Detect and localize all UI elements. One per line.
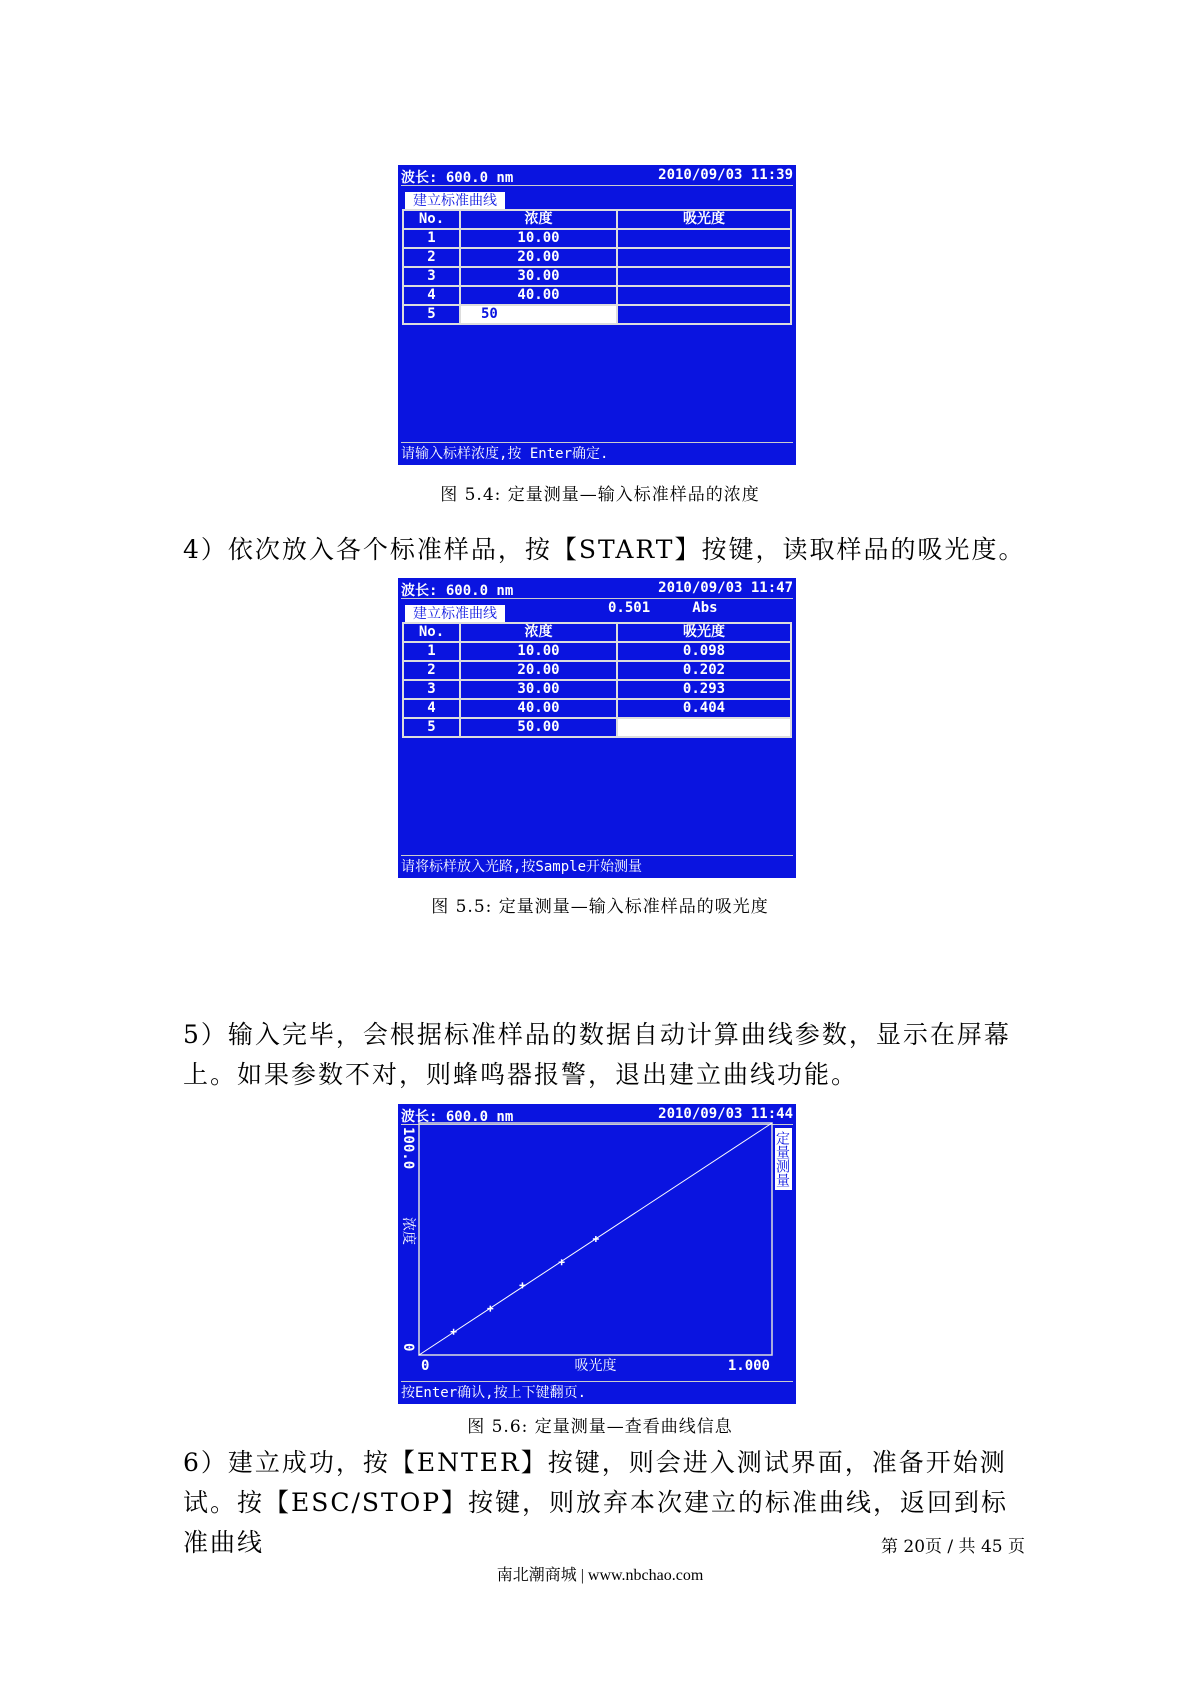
col-conc: 浓度	[460, 210, 617, 229]
col-no: No.	[403, 623, 460, 642]
cell: 30.00	[460, 267, 617, 286]
data-point	[519, 1282, 525, 1288]
wavelength: 波长: 600.0 nm	[401, 170, 514, 186]
screen-absorbance-input	[398, 578, 796, 878]
cell: 5	[403, 305, 460, 324]
datetime: 2010/09/03 11:44	[658, 1106, 793, 1122]
tab-build-curve[interactable]: 建立标准曲线	[405, 605, 505, 623]
y-tick-label: 100.0	[400, 1127, 416, 1170]
caption: 图 5.4: 定量测量—输入标准样品的浓度	[440, 485, 760, 505]
cell: 0.098	[617, 642, 791, 661]
cell: 1	[403, 642, 460, 661]
col-conc: 浓度	[460, 623, 617, 642]
cell: 1	[403, 229, 460, 248]
cell	[617, 267, 791, 286]
table-row	[403, 229, 791, 248]
table-row	[403, 718, 791, 737]
screen-concentration-input	[398, 165, 796, 465]
wavelength: 波长: 600.0 nm	[401, 1109, 514, 1125]
cell: 10.00	[460, 229, 617, 248]
caption: 图 5.5: 定量测量—输入标准样品的吸光度	[431, 897, 769, 917]
paragraph: 5）输入完毕，会根据标准样品的数据自动计算曲线参数，显示在屏幕上。如果参数不对，则蜂鸣器报警，退出建立曲线功能。	[183, 1020, 1011, 1089]
datetime: 2010/09/03 11:39	[658, 167, 793, 183]
paragraph: 6）建立成功，按【ENTER】按键，则会进入测试界面，准备开始测试。按【ESC/STOP】按键，则放弃本次建立的标准曲线，返回到标准曲线	[183, 1448, 1009, 1557]
cell: 50.00	[460, 718, 617, 737]
cell: 2	[403, 248, 460, 267]
cell: 5	[403, 718, 460, 737]
col-no: No.	[403, 210, 460, 229]
cell: 30.00	[460, 680, 617, 699]
page-number: 第 20页 / 共 45 页	[880, 1537, 1025, 1557]
status-footer: 请输入标样浓度,按 Enter确定.	[401, 442, 793, 465]
cell: 10.00	[460, 642, 617, 661]
table-row	[403, 680, 791, 699]
concentration-input[interactable]: 50	[460, 305, 617, 324]
table-row	[403, 661, 791, 680]
cell: 20.00	[460, 248, 617, 267]
table-row	[403, 248, 791, 267]
cell: 40.00	[460, 699, 617, 718]
wavelength: 波长: 600.0 nm	[401, 583, 514, 599]
abs-reading: 0.501 Abs	[608, 600, 718, 616]
table-row	[403, 642, 791, 661]
x-axis-label: 吸光度	[574, 1358, 617, 1374]
cell: 40.00	[460, 286, 617, 305]
col-abs: 吸光度	[617, 210, 791, 229]
absorbance-input[interactable]	[617, 718, 791, 737]
paragraph: 4）依次放入各个标准样品，按【START】按键，读取样品的吸光度。	[183, 535, 1026, 564]
standards-table	[402, 622, 792, 738]
cell: 0.404	[617, 699, 791, 718]
site-footer: 南北潮商城 | www.nbchao.com	[496, 1567, 704, 1584]
cell: 4	[403, 699, 460, 718]
table-row	[403, 267, 791, 286]
x-tick-label: 1.000	[727, 1358, 770, 1374]
cell	[617, 286, 791, 305]
col-abs: 吸光度	[617, 623, 791, 642]
screen-curve	[398, 1104, 796, 1404]
cell	[617, 248, 791, 267]
curve-plot	[398, 1104, 796, 1404]
cell: 3	[403, 267, 460, 286]
tab-build-curve[interactable]: 建立标准曲线	[405, 192, 505, 210]
table-row	[403, 699, 791, 718]
cell: 0.293	[617, 680, 791, 699]
caption: 图 5.6: 定量测量—查看曲线信息	[467, 1417, 733, 1437]
table-row	[403, 305, 791, 324]
y-tick-label: 0	[400, 1343, 416, 1352]
cell	[617, 229, 791, 248]
cell: 3	[403, 680, 460, 699]
table-row	[403, 286, 791, 305]
cell: 4	[403, 286, 460, 305]
datetime: 2010/09/03 11:47	[658, 580, 793, 596]
status-footer: 按Enter确认,按上下键翻页.	[401, 1381, 793, 1404]
cell: 0.202	[617, 661, 791, 680]
tab-quantitative[interactable]: 定量测量	[775, 1128, 792, 1190]
y-axis-label: 浓度	[400, 1217, 416, 1245]
status-footer: 请将标样放入光路,按Sample开始测量	[401, 855, 793, 878]
cell: 2	[403, 661, 460, 680]
standards-table	[402, 209, 792, 325]
cell	[617, 305, 791, 324]
x-tick-label: 0	[421, 1358, 430, 1374]
cell: 20.00	[460, 661, 617, 680]
